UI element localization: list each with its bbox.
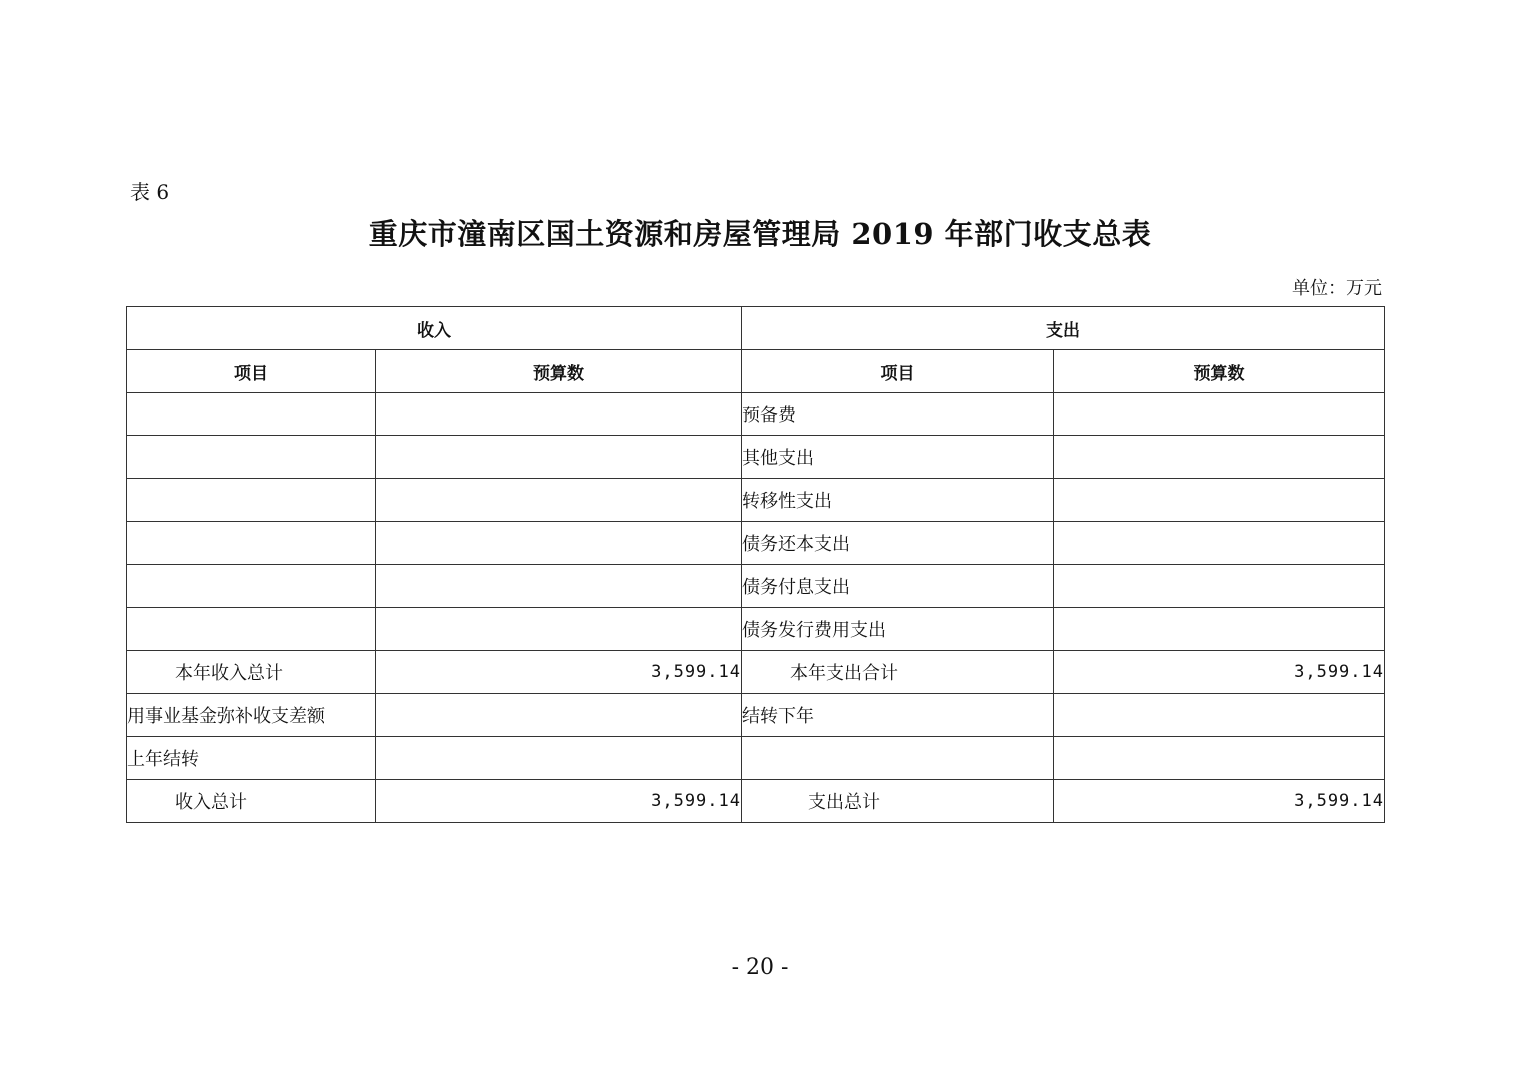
income-value: [376, 694, 742, 737]
page-number: - 20 -: [731, 955, 789, 980]
expense-item: 预备费: [742, 393, 1054, 436]
income-item: 收入总计: [127, 780, 376, 823]
expense-item: 本年支出合计: [742, 651, 1054, 694]
expense-item: 转移性支出: [742, 479, 1054, 522]
income-item: 上年结转: [127, 737, 376, 780]
income-header: 收入: [127, 307, 742, 350]
budget-table: [126, 306, 1385, 823]
page-title: 重庆市潼南区国土资源和房屋管理局 2019 年部门收支总表: [368, 217, 1152, 251]
table-row: [127, 479, 1385, 522]
income-value: [376, 565, 742, 608]
income-value: [376, 393, 742, 436]
unit-label: 单位：万元: [1292, 278, 1382, 299]
expense-header: 支出: [742, 307, 1385, 350]
income-item: [127, 393, 376, 436]
table-row: [127, 436, 1385, 479]
income-item: [127, 436, 376, 479]
income-value: [376, 737, 742, 780]
expense-value: [1054, 393, 1385, 436]
expense-value: [1054, 737, 1385, 780]
expense-item: 其他支出: [742, 436, 1054, 479]
expense-value: [1054, 694, 1385, 737]
income-value: 3,599.14: [376, 651, 742, 694]
income-value: [376, 479, 742, 522]
income-item: [127, 565, 376, 608]
income-item: [127, 522, 376, 565]
expense-item: 结转下年: [742, 694, 1054, 737]
expense-value: [1054, 565, 1385, 608]
table-row: [127, 608, 1385, 651]
expense-item-col-header: 项目: [742, 350, 1054, 393]
expense-item: 债务付息支出: [742, 565, 1054, 608]
income-value: [376, 608, 742, 651]
expense-budget-col-header: 预算数: [1054, 350, 1385, 393]
table-row-annual-total: [127, 651, 1385, 694]
table-row: [127, 522, 1385, 565]
expense-value: 3,599.14: [1054, 780, 1385, 823]
expense-value: 3,599.14: [1054, 651, 1385, 694]
expense-value: [1054, 608, 1385, 651]
income-item: [127, 608, 376, 651]
table-column-header-row: [127, 350, 1385, 393]
table-label: 表 6: [130, 180, 170, 204]
income-budget-col-header: 预算数: [376, 350, 742, 393]
income-item: 本年收入总计: [127, 651, 376, 694]
table-row: [127, 694, 1385, 737]
expense-value: [1054, 522, 1385, 565]
expense-item: 债务发行费用支出: [742, 608, 1054, 651]
income-item-col-header: 项目: [127, 350, 376, 393]
expense-value: [1054, 436, 1385, 479]
income-value: [376, 436, 742, 479]
table-row: [127, 393, 1385, 436]
income-value: [376, 522, 742, 565]
table-row: [127, 737, 1385, 780]
table-row-grand-total: [127, 780, 1385, 823]
expense-item: 债务还本支出: [742, 522, 1054, 565]
expense-item: [742, 737, 1054, 780]
income-item: [127, 479, 376, 522]
expense-item: 支出总计: [742, 780, 1054, 823]
expense-value: [1054, 479, 1385, 522]
income-value: 3,599.14: [376, 780, 742, 823]
income-item: 用事业基金弥补收支差额: [127, 694, 376, 737]
table-row: [127, 565, 1385, 608]
table-group-header-row: [127, 307, 1385, 350]
